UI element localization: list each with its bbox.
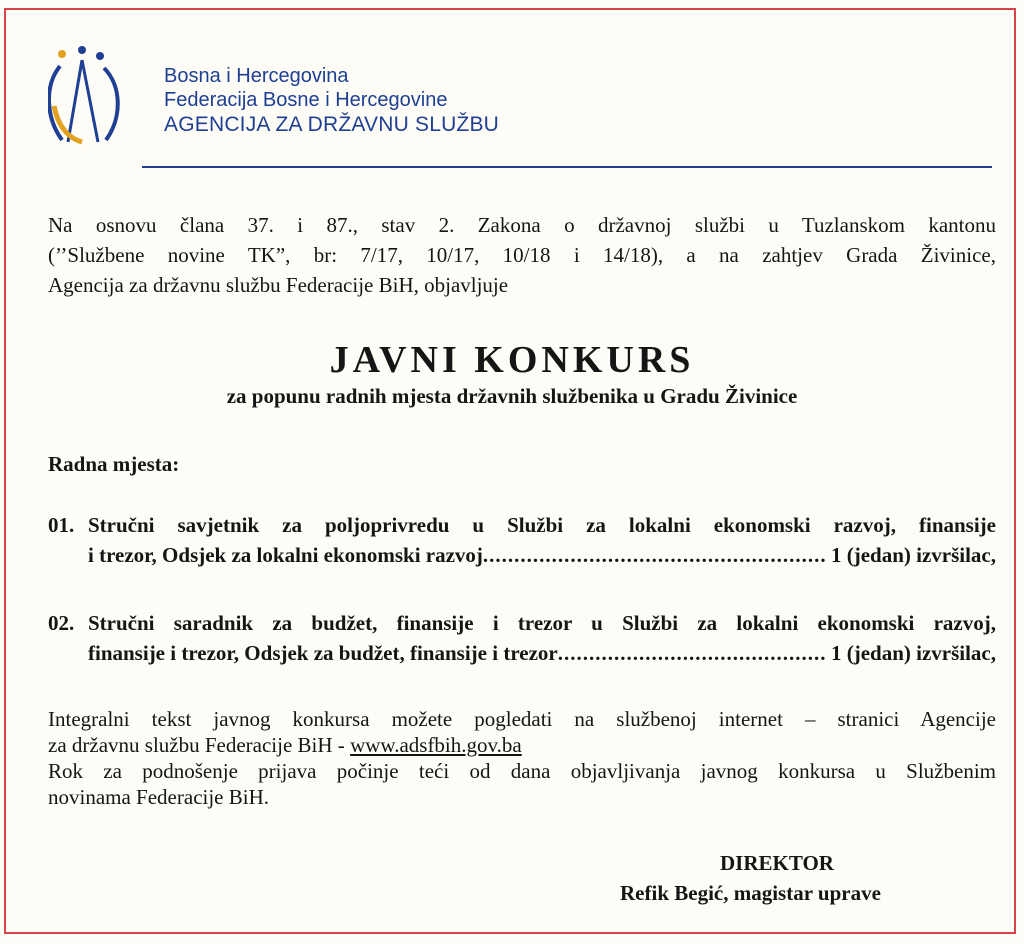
position-count: 1 (jedan) izvršilac, [830, 641, 996, 665]
country-name: Bosna i Hercegovina [164, 65, 349, 87]
agency-website-link[interactable]: www.adsfbih.gov.ba [350, 733, 522, 757]
leader-dots [483, 540, 827, 570]
agency-title: AGENCIJA ZA DRŽAVNU SLUŽBU [164, 113, 500, 136]
position-item [48, 510, 996, 570]
intro-line: Agencija za državnu službu Federacije BiH, objavljuje [48, 273, 509, 297]
signatory-role: DIREKTOR [720, 851, 834, 875]
signature-block [620, 848, 960, 908]
position-title-cont: finansije i trezor, Odsjek za budžet, finansije i trezor [88, 641, 558, 665]
info-line: novinama Federacije BiH. [48, 785, 270, 809]
info-paragraph [48, 706, 996, 810]
agency-header [48, 46, 992, 176]
section-heading: Radna mjesta: [48, 452, 180, 476]
info-line: Rok za podnošenje prijava počinje teći od dana objavljivanja javnog konkursa u Službenim [48, 759, 996, 783]
leader-dots [558, 638, 827, 668]
intro-line: (’’Službene novine TK”, br: 7/17, 10/17, 10/18 i 14/18), a na zahtjev Grada Živinice, [48, 243, 996, 267]
intro-paragraph [48, 210, 996, 300]
document-title: JAVNI KONKURS [329, 339, 695, 381]
position-title-cont: i trezor, Odsjek za lokalni ekonomski razvoj [88, 543, 483, 567]
document-subtitle: za popunu radnih mjesta državnih službenika u Gradu Živinice [226, 384, 798, 408]
intro-line: Na osnovu člana 37. i 87., stav 2. Zakona o državnoj službi u Tuzlanskom kantonu [48, 213, 996, 237]
position-count: 1 (jedan) izvršilac, [830, 543, 996, 567]
agency-name [164, 64, 499, 138]
position-item [48, 608, 996, 668]
signatory-name: Refik Begić, magistar uprave [620, 881, 881, 905]
position-number: 01. [48, 513, 75, 537]
agency-logo-icon [48, 46, 128, 150]
info-line: za državnu službu Federacije BiH - [48, 733, 345, 757]
position-title: Stručni saradnik za budžet, finansije i trezor u Službi za lokalni ekonomski razvoj, [88, 611, 996, 635]
info-line: Integralni tekst javnog konkursa možete pogledati na službenoj internet – stranici Agencije [48, 707, 996, 731]
federation-name: Federacija Bosne i Hercegovine [164, 89, 448, 111]
header-divider [142, 166, 992, 168]
position-title: Stručni savjetnik za poljoprivredu u Službi za lokalni ekonomski razvoj, finansije [88, 513, 996, 537]
position-number: 02. [48, 611, 75, 635]
